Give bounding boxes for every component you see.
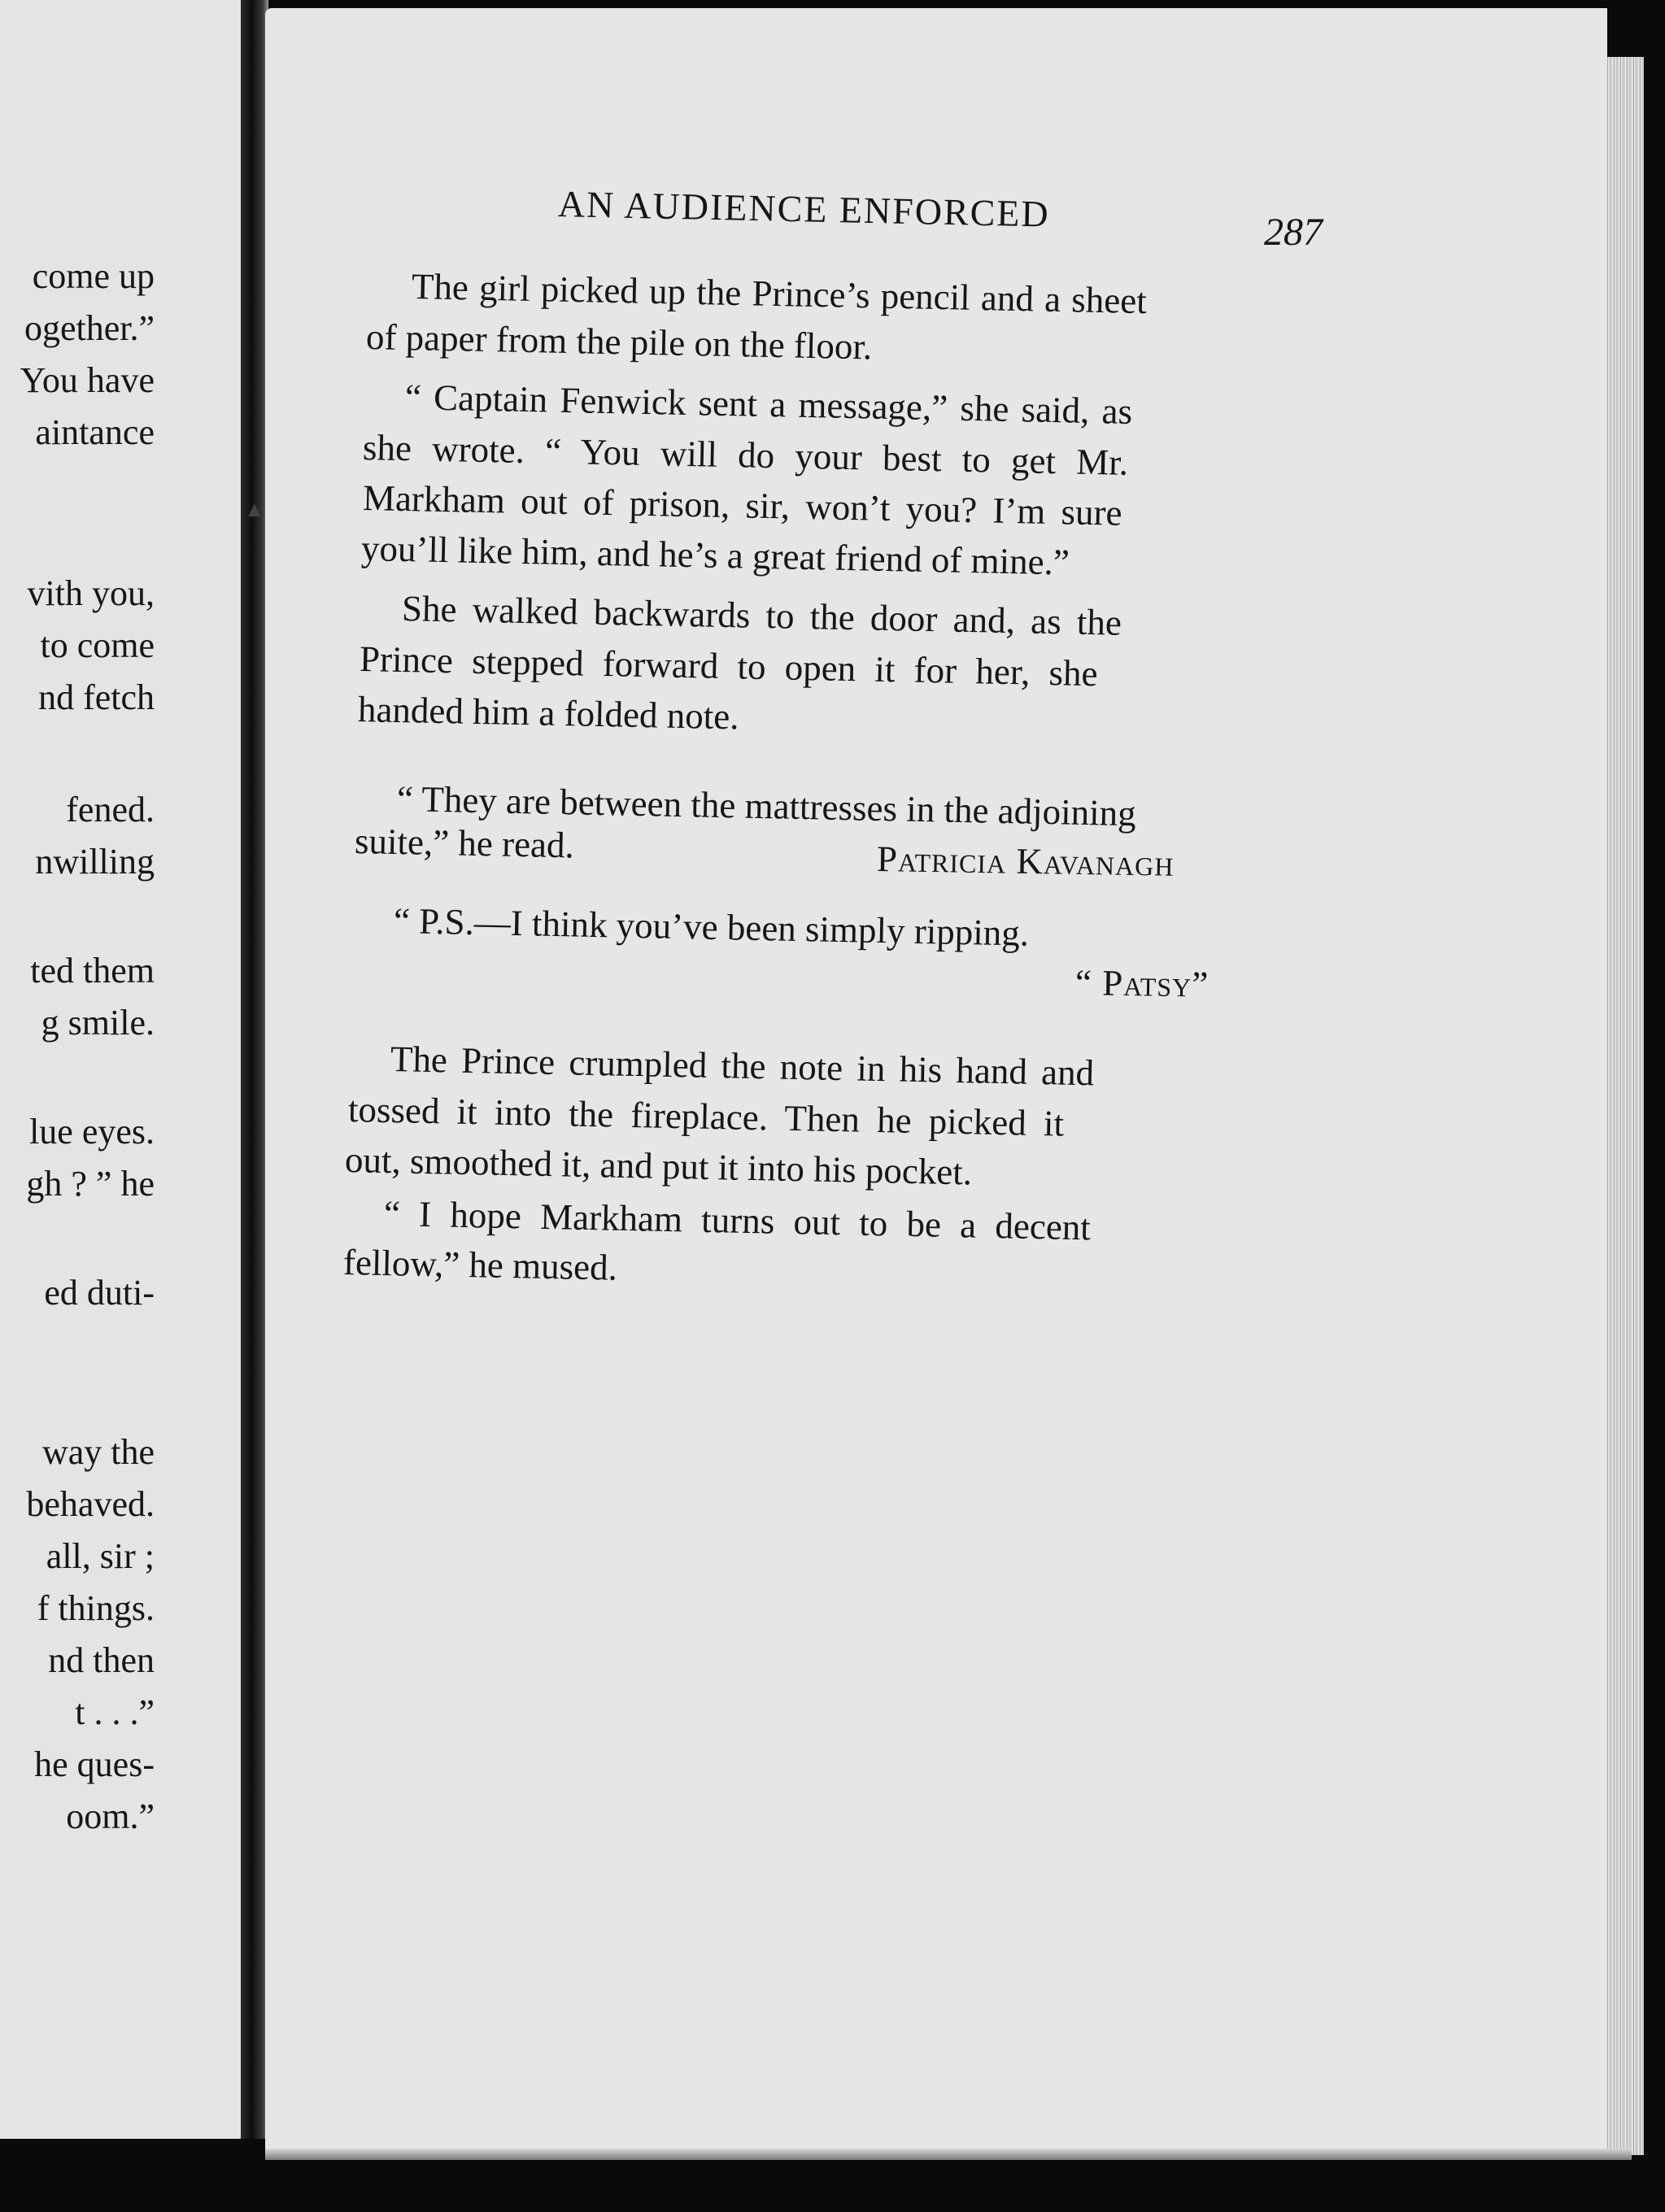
left-page-line: t . . .” (75, 1692, 155, 1732)
left-page-line: nd then (48, 1640, 155, 1680)
body-line: The Prince crumpled the note in his hand and (390, 1039, 1095, 1094)
left-page-line: gh ? ” he (26, 1164, 155, 1204)
left-page (0, 0, 244, 2139)
body-line: She walked backwards to the door and, as the (401, 588, 1122, 643)
body-line: tossed it into the fireplace. Then he picked it (347, 1089, 1065, 1144)
left-page-line: he ques- (34, 1744, 155, 1784)
left-page-line: fened. (66, 790, 155, 830)
note-line: suite,” he read. (354, 821, 575, 866)
left-page-line: all, sir ; (46, 1536, 155, 1576)
body-line: fellow,” he mused. (342, 1242, 618, 1288)
note-line: “ P.S.—I think you’ve been simply ripping. (393, 900, 1030, 954)
note-signature: “ Patsy” (1074, 962, 1210, 1005)
left-page-line: g smile. (41, 1003, 155, 1043)
page-bottom-edge (265, 2149, 1632, 2160)
left-page-line: You have (20, 360, 155, 400)
left-page-line: vith you, (27, 573, 155, 613)
note-line: “ They are between the mattresses in the adjoining (396, 778, 1137, 834)
body-line: Prince stepped forward to open it for her, she (359, 638, 1099, 695)
binding-mark-icon: ▲ (244, 498, 265, 521)
left-page-line: lue eyes. (29, 1112, 155, 1152)
left-page-line: way the (41, 1432, 155, 1472)
page-number: 287 (1264, 211, 1323, 254)
left-page-line: ogether.” (24, 308, 155, 348)
body-line: Markham out of prison, sir, won’t you? I’m sure (362, 477, 1123, 533)
body-line: she wrote. “ You will do your best to get Mr. (362, 427, 1129, 483)
book-gutter (241, 0, 268, 2139)
left-page-line: to come (40, 625, 155, 665)
note-signature: Patricia Kavanagh (876, 838, 1175, 884)
running-head: AN AUDIENCE ENFORCED (557, 183, 1051, 235)
body-line: handed him a folded note. (357, 689, 740, 738)
left-page-line: nwilling (35, 842, 155, 882)
left-page-line: ted them (30, 951, 155, 991)
body-line: “ Captain Fenwick sent a message,” she said, as (404, 377, 1133, 432)
left-page-line: come up (32, 256, 155, 296)
left-page-line: aintance (35, 412, 155, 452)
body-line: of paper from the pile on the floor. (365, 316, 873, 368)
body-line: “ I hope Markham turns out to be a decent (383, 1193, 1092, 1248)
body-line: out, smoothed it, and put it into his pocket. (344, 1139, 973, 1193)
left-page-line: nd fetch (38, 677, 155, 717)
left-page-line: f things. (37, 1588, 155, 1628)
left-page-line: oom.” (66, 1796, 155, 1836)
body-line: you’ll like him, and he’s a great friend of mine.” (360, 528, 1070, 583)
left-page-line: ed duti- (44, 1273, 155, 1313)
body-line: The girl picked up the Prince’s pencil and a sheet (411, 266, 1148, 322)
left-page-line: behaved. (26, 1484, 155, 1524)
